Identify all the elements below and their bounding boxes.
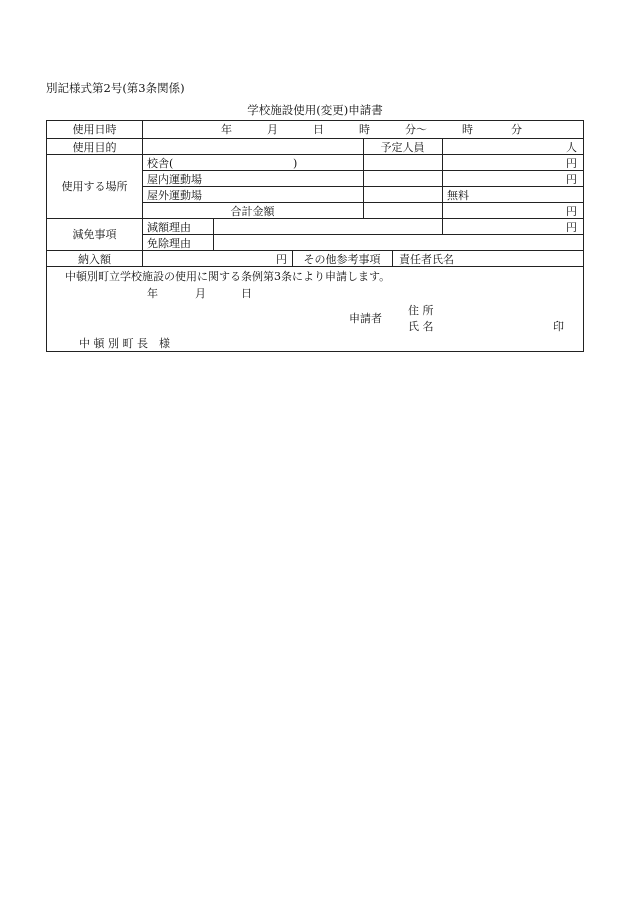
- col-divider: [142, 121, 143, 266]
- yen-unit: 円: [566, 205, 577, 218]
- decl-month-unit: 月: [195, 287, 206, 300]
- row-divider: [47, 250, 583, 251]
- year-unit: 年: [221, 123, 232, 136]
- seal-mark: 印: [553, 320, 564, 333]
- address-label: 住 所: [408, 304, 434, 317]
- yen-unit: 円: [566, 157, 577, 170]
- application-form: [46, 120, 584, 352]
- places-label: 使用する場所: [61, 180, 128, 193]
- hour-to-unit: 時: [462, 123, 473, 136]
- yen-unit: 円: [566, 173, 577, 186]
- name-label: 氏 名: [408, 320, 434, 333]
- expected-people-label: 予定人員: [380, 141, 425, 154]
- row-divider: [47, 138, 583, 139]
- payment-label: 納入額: [78, 253, 111, 266]
- row-divider: [142, 234, 583, 235]
- yen-unit: 円: [276, 253, 287, 266]
- responsible-person-label: 責任者氏名: [399, 253, 454, 266]
- month-unit: 月: [267, 123, 278, 136]
- decl-day-unit: 日: [241, 287, 252, 300]
- addressee: 中 頓 別 町 長 様: [79, 337, 170, 350]
- school-building-label: 校舎(: [147, 157, 174, 170]
- decl-year-unit: 年: [147, 287, 158, 300]
- reduction-reason-label: 減額理由: [147, 221, 191, 234]
- exemption-reason-label: 免除理由: [147, 237, 191, 250]
- yen-unit: 円: [566, 221, 577, 234]
- total-label: 合計金額: [230, 205, 275, 218]
- indoor-field-label: 屋内運動場: [147, 173, 202, 186]
- row-divider: [47, 218, 583, 219]
- reduction-label: 減免事項: [72, 228, 117, 241]
- people-unit: 人: [566, 141, 577, 154]
- free-label: 無料: [447, 189, 469, 202]
- row-divider: [47, 266, 583, 267]
- other-notes-label: その他参考事項: [303, 253, 381, 266]
- row-divider: [47, 154, 583, 155]
- col-divider: [392, 250, 393, 266]
- col-divider: [442, 138, 443, 218]
- school-building-close: ): [293, 157, 298, 170]
- purpose-label: 使用目的: [72, 141, 117, 154]
- form-title: 学校施設使用(変更)申請書: [247, 103, 383, 117]
- declaration-text: 中頓別町立学校施設の使用に関する条例第3条により申請します。: [65, 270, 391, 283]
- hour-unit: 時: [359, 123, 370, 136]
- col-divider: [213, 218, 214, 250]
- applicant-label: 申請者: [349, 312, 382, 325]
- usage-datetime-label: 使用日時: [72, 123, 117, 136]
- minute-from-unit: 分～: [405, 123, 427, 136]
- form-number: 別記様式第2号(第3条関係): [46, 81, 185, 95]
- minute-to-unit: 分: [511, 123, 522, 136]
- outdoor-field-label: 屋外運動場: [147, 189, 202, 202]
- col-divider: [442, 218, 443, 234]
- day-unit: 日: [313, 123, 324, 136]
